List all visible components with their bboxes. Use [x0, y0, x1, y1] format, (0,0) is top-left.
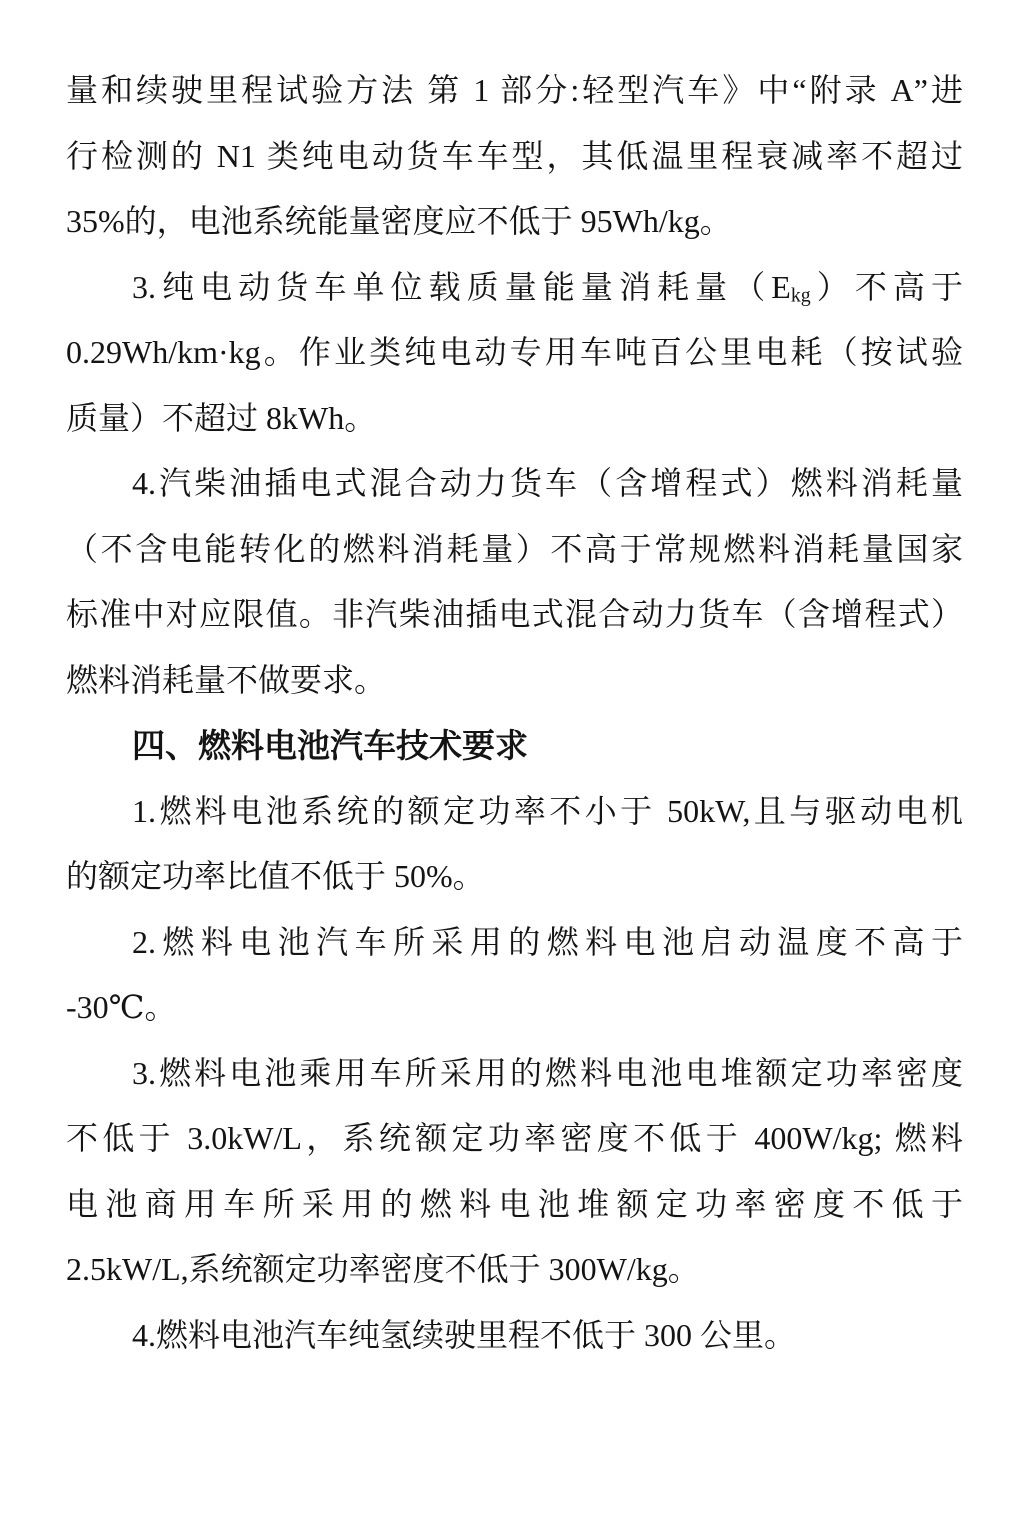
text-line: 量和续驶里程试验方法 第 1 部分:轻型汽车》中“附录 A”进	[66, 72, 963, 108]
paragraph-fc-power	[66, 779, 963, 910]
paragraph-phev-fuel	[66, 451, 963, 713]
text-line: 3.燃料电池乘用车所采用的燃料电池电堆额定功率密度	[132, 1054, 963, 1091]
text-line: 4.燃料电池汽车纯氢续驶里程不低于 300 公里。	[132, 1316, 797, 1353]
text-line: 2.5kW/L,系统额定功率密度不低于 300W/kg。	[66, 1251, 700, 1287]
text-line: 0.29Wh/km·kg。作业类纯电动专用车吨百公里电耗（按试验	[66, 334, 963, 370]
subscript-kg: kg	[790, 284, 811, 307]
text-line: 不低于 3.0kW/L，系统额定功率密度不低于 400W/kg; 燃料	[66, 1120, 963, 1156]
text-line: 4.汽柴油插电式混合动力货车（含增程式）燃料消耗量	[132, 465, 963, 501]
text-line: 标准中对应限值。非汽柴油插电式混合动力货车（含增程式）	[66, 596, 963, 632]
text-line: 电池商用车所采用的燃料电池堆额定功率密度不低于	[66, 1185, 963, 1222]
paragraph-energy-consumption	[66, 255, 963, 452]
paragraph-fc-range	[66, 1303, 963, 1369]
text-line	[66, 255, 963, 321]
paragraph-n1-trucks	[66, 58, 963, 255]
line-segment: 3.纯电动货车单位载质量能量消耗量（E	[132, 268, 791, 305]
text-line: 燃料消耗量不做要求。	[66, 661, 387, 698]
text-line: 2.燃料电池汽车所采用的燃料电池启动温度不高于	[132, 923, 963, 960]
line-segment: ）不高于	[810, 268, 963, 305]
text-line: 行检测的 N1 类纯电动货车车型，其低温里程衰减率不超过	[66, 137, 963, 174]
text-line: 1.燃料电池系统的额定功率不小于 50kW,且与驱动电机	[132, 792, 963, 829]
text-line: 的额定功率比值不低于 50%。	[66, 858, 485, 894]
text-line: （不含电能转化的燃料消耗量）不高于常规燃料消耗量国家	[66, 530, 963, 567]
paragraph-fc-power-density	[66, 1041, 963, 1303]
text-line: 35%的，电池系统能量密度应不低于 95Wh/kg。	[66, 203, 732, 239]
text-line: -30℃。	[66, 989, 177, 1025]
section-heading: 四、燃料电池汽车技术要求	[132, 727, 528, 764]
text-line: 质量）不超过 8kWh。	[66, 399, 377, 436]
paragraph-fc-temperature	[66, 910, 963, 1041]
